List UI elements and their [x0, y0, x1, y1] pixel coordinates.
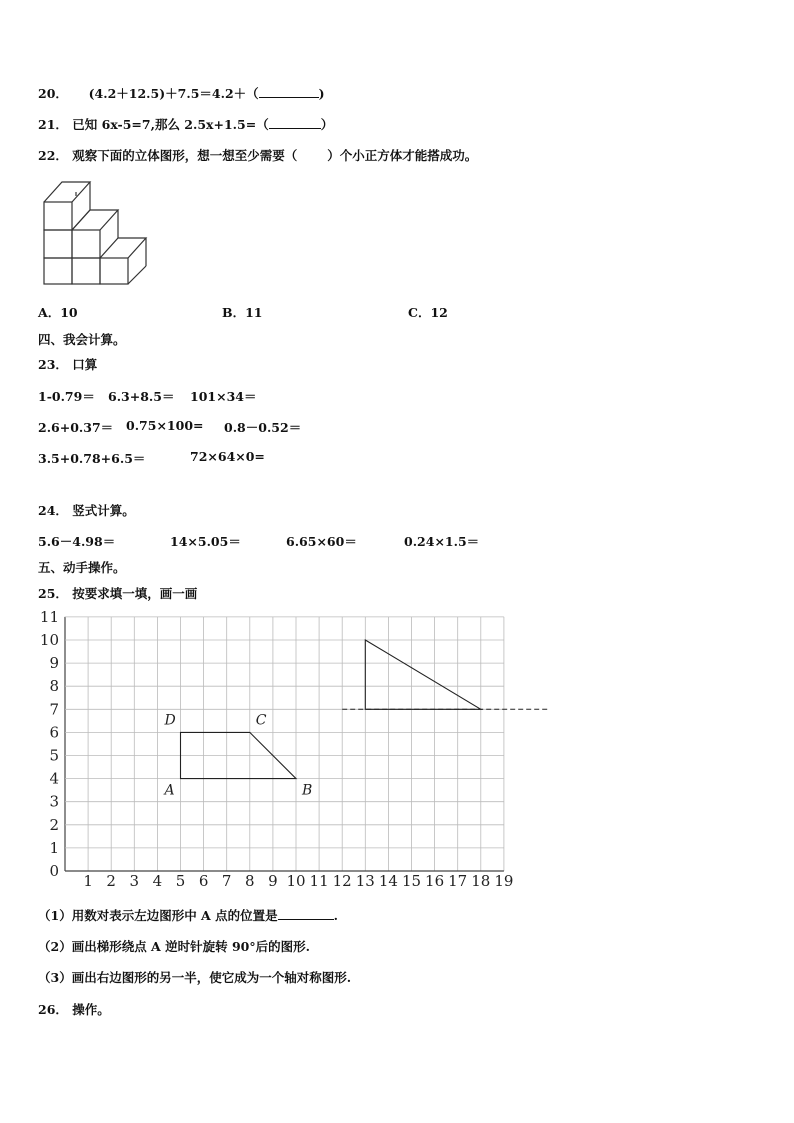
x-tick-label: 19: [494, 872, 514, 890]
answer-blank-20[interactable]: [259, 85, 319, 98]
x-tick-label: 2: [106, 872, 116, 890]
question-20: 20． (4.2＋12.5)＋7.5＝4.2＋（ ): [38, 86, 325, 101]
question-20-number: 20．: [38, 86, 68, 101]
mental-math-item: 1-0.79＝: [38, 389, 95, 404]
question-20-text: (4.2＋12.5)＋7.5＝4.2＋（: [88, 86, 259, 101]
option-a[interactable]: A．10: [38, 305, 78, 320]
y-tick-label: 6: [49, 723, 59, 742]
x-tick-label: 11: [309, 872, 329, 890]
mental-math-item: 6.3+8.5＝: [108, 389, 175, 404]
x-tick-label: 4: [152, 872, 163, 890]
y-tick-label: 4: [49, 769, 59, 788]
question-24-title: 24． 竖式计算。: [38, 503, 135, 518]
x-tick-label: 18: [471, 872, 491, 890]
x-tick-label: 13: [355, 872, 375, 890]
x-tick-label: 6: [198, 872, 209, 890]
question-22-text-b: ）个小正方体才能搭成功。: [327, 148, 478, 163]
section-4-heading: 四、我会计算。: [38, 332, 126, 347]
grid-lines: [65, 617, 504, 871]
option-c[interactable]: C．12: [408, 305, 448, 320]
half-figure-triangle: [365, 640, 481, 709]
mental-math-item: 0.75×100=: [126, 418, 204, 433]
y-tick-label: 2: [49, 815, 59, 834]
y-tick-label: 1: [49, 838, 59, 857]
y-tick-label: 5: [49, 746, 59, 765]
question-25-part-3: （3）画出右边图形的另一半，使它成为一个轴对称图形.: [38, 970, 352, 985]
x-tick-label: 3: [129, 872, 140, 890]
y-tick-label: 10: [39, 631, 59, 649]
coordinate-grid[interactable]: [30, 606, 570, 891]
y-tick-label: 11: [39, 607, 59, 626]
vertical-calc-item: 6.65×60＝: [286, 534, 357, 549]
question-22: [38, 146, 477, 164]
point-label-c: C: [255, 712, 267, 729]
question-21: 21． 已知 6x-5=7,那么 2.5x+1.5=（ ）: [38, 117, 334, 132]
x-tick-label: 15: [401, 872, 422, 890]
question-25-title: 25． 按要求填一填，画一画: [38, 586, 198, 601]
point-label-b: B: [302, 782, 313, 799]
x-tick-label: 1: [83, 872, 93, 890]
question-25-part-1: （1）用数对表示左边图形中 A 点的位置是 .: [38, 908, 338, 923]
mental-math-item: 72×64×0=: [190, 449, 265, 464]
x-tick-label: 17: [448, 872, 468, 890]
question-22-text-a: 观察下面的立体图形，想一想至少需要（: [72, 148, 298, 163]
x-tick-label: 8: [245, 872, 255, 890]
x-tick-label: 14: [378, 872, 398, 890]
question-23-title: 23． 口算: [38, 357, 98, 372]
mental-math-item: 0.8－0.52＝: [224, 420, 302, 435]
y-tick-label: 0: [49, 862, 59, 880]
x-tick-label: 5: [175, 872, 186, 890]
question-21-number: 21．: [38, 117, 68, 132]
vertical-calc-item: 14×5.05＝: [170, 534, 241, 549]
y-tick-label: 9: [49, 654, 59, 673]
option-b[interactable]: B．11: [222, 305, 263, 320]
mental-math-item: 3.5+0.78+6.5＝: [38, 451, 146, 466]
point-label-d: D: [164, 712, 176, 729]
x-tick-label: 7: [221, 872, 232, 890]
question-21-text: 已知 6x-5=7,那么 2.5x+1.5=（: [72, 117, 269, 132]
x-tick-label: 10: [286, 872, 306, 890]
y-tick-label: 7: [49, 700, 59, 719]
answer-blank-25-1[interactable]: [278, 907, 334, 920]
point-label-a: A: [164, 782, 175, 799]
y-tick-label: 8: [49, 677, 59, 696]
x-tick-label: 16: [425, 872, 445, 890]
answer-blank-21[interactable]: [269, 116, 321, 129]
question-22-number: 22．: [38, 148, 68, 163]
y-tick-label: 3: [49, 792, 59, 811]
mental-math-item: 2.6+0.37＝: [38, 420, 114, 435]
vertical-calc-item: 0.24×1.5＝: [404, 534, 480, 549]
vertical-calc-item: 5.6－4.98＝: [38, 534, 116, 549]
question-25-part-2: （2）画出梯形绕点 A 逆时针旋转 90°后的图形.: [38, 939, 310, 954]
x-tick-label: 12: [332, 872, 352, 890]
section-5-heading: 五、动手操作。: [38, 560, 126, 575]
mental-math-item: 101×34＝: [190, 389, 257, 404]
x-tick-label: 9: [268, 872, 278, 890]
cube-staircase-figure: [40, 178, 160, 286]
question-26-title: 26． 操作。: [38, 1002, 110, 1017]
